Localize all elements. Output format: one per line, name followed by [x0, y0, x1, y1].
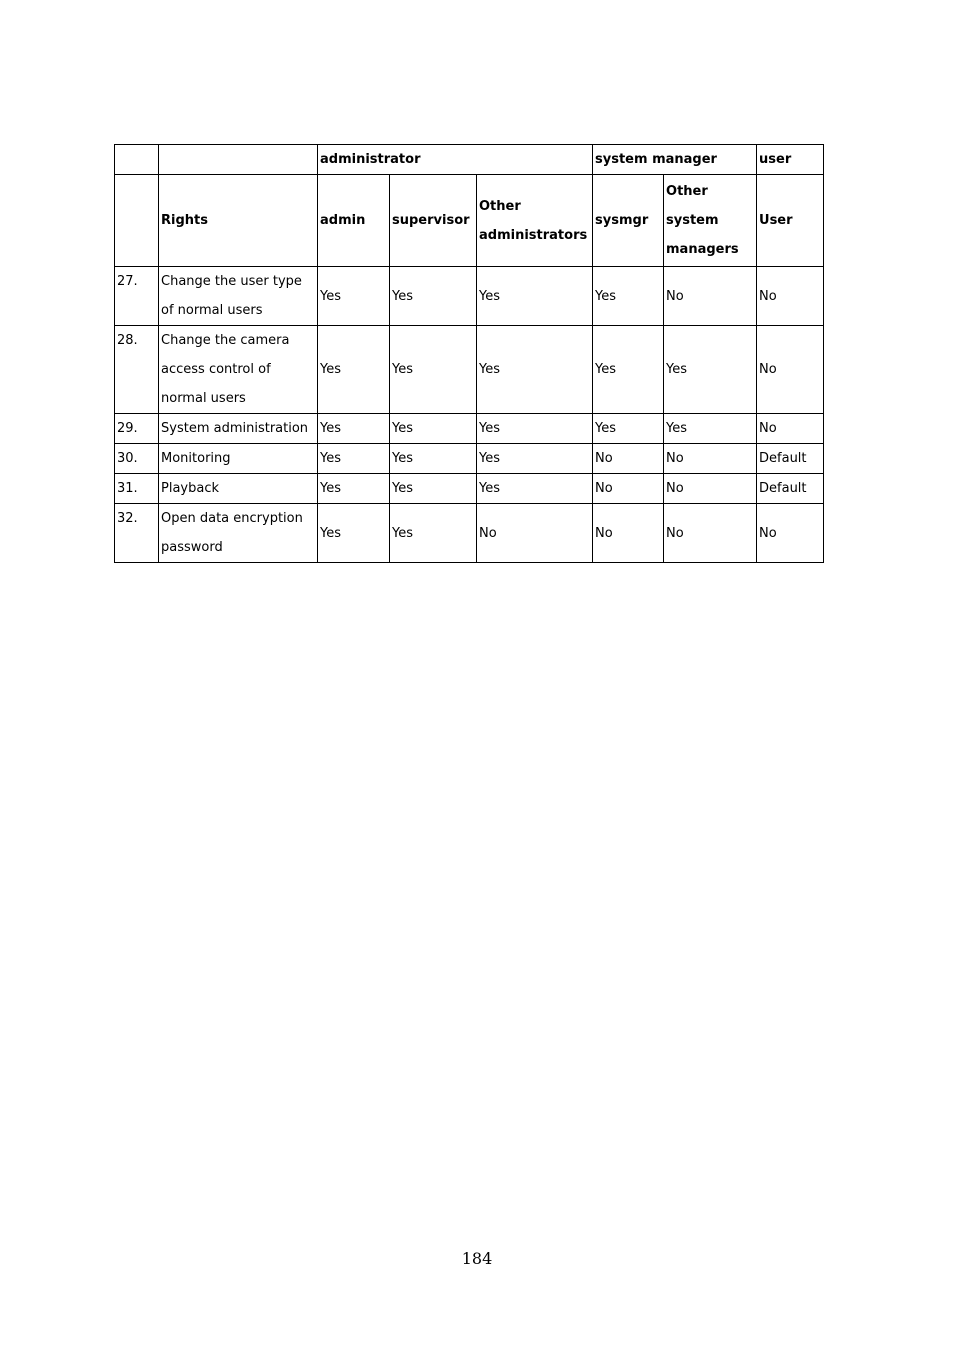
cell-other-administrators: Yes — [477, 326, 593, 414]
cell-sysmgr: Yes — [593, 326, 664, 414]
cell-other-system-managers: Yes — [664, 414, 757, 444]
cell-admin: Yes — [318, 504, 390, 563]
cell-other-administrators: Yes — [477, 444, 593, 474]
cell-user: Default — [757, 474, 824, 504]
right-name: System administration — [159, 414, 318, 444]
row-number: 27. — [115, 267, 159, 326]
empty-cell — [115, 145, 159, 175]
table-row — [115, 326, 824, 414]
group-header-user: user — [757, 145, 824, 175]
table-row — [115, 267, 824, 326]
row-number: 29. — [115, 414, 159, 444]
group-header-row — [115, 145, 824, 175]
cell-admin: Yes — [318, 267, 390, 326]
cell-sysmgr: Yes — [593, 414, 664, 444]
right-name: Change the user type of normal users — [159, 267, 318, 326]
right-name: Open data encryption password — [159, 504, 318, 563]
cell-user: No — [757, 326, 824, 414]
cell-sysmgr: Yes — [593, 267, 664, 326]
group-header-administrator: administrator — [318, 145, 593, 175]
column-header-user: User — [757, 175, 824, 267]
column-header-other-administrators: Other administrators — [477, 175, 593, 267]
table-row — [115, 504, 824, 563]
row-number: 30. — [115, 444, 159, 474]
cell-supervisor: Yes — [390, 504, 477, 563]
empty-cell — [159, 145, 318, 175]
cell-sysmgr: No — [593, 474, 664, 504]
cell-supervisor: Yes — [390, 414, 477, 444]
cell-supervisor: Yes — [390, 444, 477, 474]
cell-other-administrators: Yes — [477, 267, 593, 326]
row-number: 32. — [115, 504, 159, 563]
column-header-sysmgr: sysmgr — [593, 175, 664, 267]
cell-sysmgr: No — [593, 504, 664, 563]
group-header-system-manager: system manager — [593, 145, 757, 175]
cell-other-system-managers: No — [664, 444, 757, 474]
cell-user: No — [757, 267, 824, 326]
cell-other-administrators: No — [477, 504, 593, 563]
table-row — [115, 414, 824, 444]
cell-admin: Yes — [318, 474, 390, 504]
column-header-row — [115, 175, 824, 267]
page-number: 184 — [461, 1249, 493, 1268]
cell-admin: Yes — [318, 414, 390, 444]
cell-user: No — [757, 504, 824, 563]
row-number: 31. — [115, 474, 159, 504]
row-number: 28. — [115, 326, 159, 414]
table-row — [115, 474, 824, 504]
cell-supervisor: Yes — [390, 267, 477, 326]
cell-other-administrators: Yes — [477, 474, 593, 504]
cell-user: Default — [757, 444, 824, 474]
cell-supervisor: Yes — [390, 326, 477, 414]
cell-other-system-managers: No — [664, 474, 757, 504]
cell-other-system-managers: Yes — [664, 326, 757, 414]
cell-other-system-managers: No — [664, 504, 757, 563]
cell-other-system-managers: No — [664, 267, 757, 326]
column-header-supervisor: supervisor — [390, 175, 477, 267]
empty-cell — [115, 175, 159, 267]
cell-other-administrators: Yes — [477, 414, 593, 444]
table-row — [115, 444, 824, 474]
right-name: Playback — [159, 474, 318, 504]
cell-user: No — [757, 414, 824, 444]
column-header-rights: Rights — [159, 175, 318, 267]
right-name: Monitoring — [159, 444, 318, 474]
column-header-admin: admin — [318, 175, 390, 267]
cell-admin: Yes — [318, 444, 390, 474]
cell-admin: Yes — [318, 326, 390, 414]
column-header-other-system-managers: Other system managers — [664, 175, 757, 267]
rights-table — [114, 144, 824, 563]
cell-supervisor: Yes — [390, 474, 477, 504]
right-name: Change the camera access control of normal users — [159, 326, 318, 414]
cell-sysmgr: No — [593, 444, 664, 474]
